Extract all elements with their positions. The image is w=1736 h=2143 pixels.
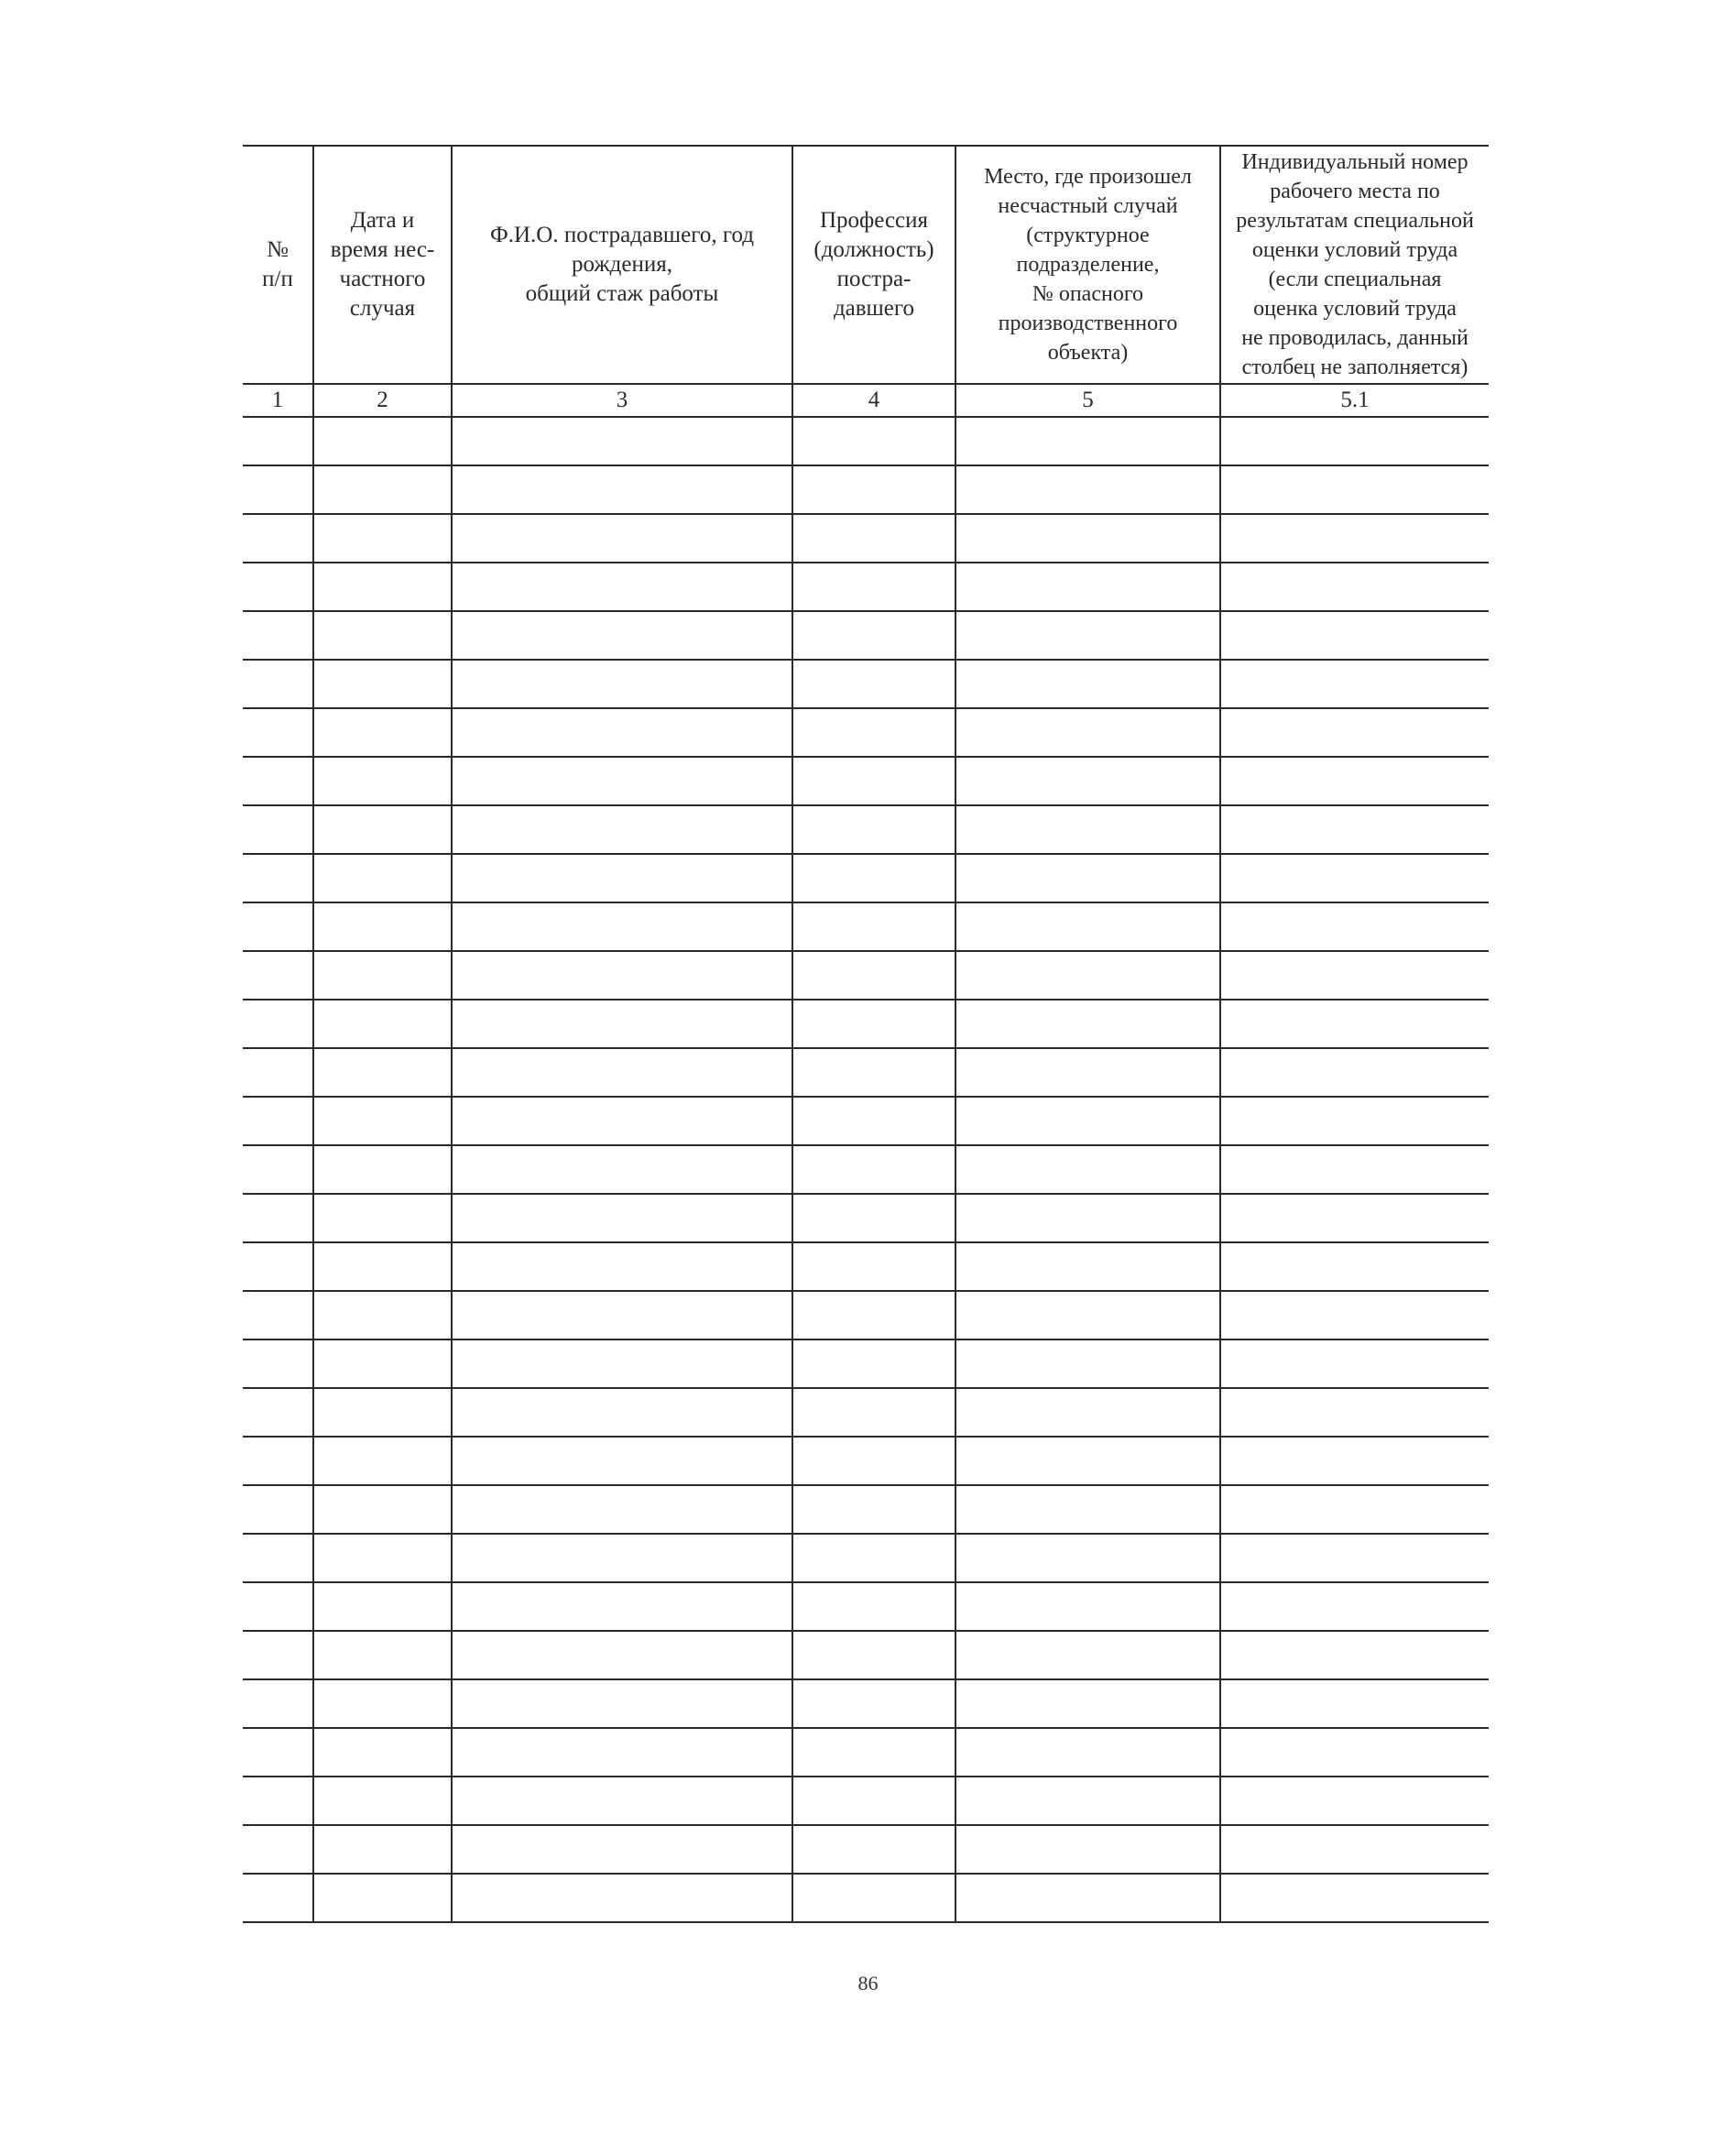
table-cell[interactable] <box>313 1388 452 1437</box>
table-cell[interactable] <box>792 1145 955 1194</box>
table-cell[interactable] <box>955 1291 1220 1339</box>
table-cell[interactable] <box>313 611 452 660</box>
table-cell[interactable] <box>313 1534 452 1582</box>
table-cell[interactable] <box>1220 465 1489 514</box>
table-cell[interactable] <box>452 708 792 757</box>
table-cell[interactable] <box>955 1097 1220 1145</box>
table-cell[interactable] <box>1220 563 1489 611</box>
table-cell[interactable] <box>1220 951 1489 1000</box>
table-cell[interactable] <box>955 1048 1220 1097</box>
header-cell-profession: Профессия (должность) постра- давшего <box>792 146 955 384</box>
table-cell[interactable] <box>452 1582 792 1631</box>
table-cell[interactable] <box>243 1777 313 1825</box>
table-cell[interactable] <box>792 465 955 514</box>
table-cell[interactable] <box>243 1194 313 1242</box>
table-cell[interactable] <box>313 1000 452 1048</box>
table-cell[interactable] <box>452 1048 792 1097</box>
column-number: 3 <box>452 384 792 417</box>
table-cell[interactable] <box>452 1242 792 1291</box>
table-cell[interactable] <box>1220 1582 1489 1631</box>
table-cell[interactable] <box>1220 1145 1489 1194</box>
table-cell[interactable] <box>792 1485 955 1534</box>
header-cell-date-time: Дата и время нес- частного случая <box>313 146 452 384</box>
column-number: 1 <box>243 384 313 417</box>
table-row <box>243 563 1489 611</box>
table-cell[interactable] <box>243 563 313 611</box>
table-cell[interactable] <box>313 1097 452 1145</box>
table-cell[interactable] <box>955 1679 1220 1728</box>
table-cell[interactable] <box>452 1097 792 1145</box>
table-cell[interactable] <box>955 1145 1220 1194</box>
table-cell[interactable] <box>792 951 955 1000</box>
header-cell-location: Место, где произошел несчастный случай (структурное подразделение, № опасного производственного объекта) <box>955 146 1220 384</box>
table-row <box>243 757 1489 805</box>
table-cell[interactable] <box>243 1679 313 1728</box>
table-cell[interactable] <box>1220 1339 1489 1388</box>
header-cell-number: № п/п <box>243 146 313 384</box>
table-cell[interactable] <box>243 805 313 854</box>
table-row <box>243 1679 1489 1728</box>
table-cell[interactable] <box>313 708 452 757</box>
table-cell[interactable] <box>452 1194 792 1242</box>
table-cell[interactable] <box>792 854 955 902</box>
accident-log-table <box>243 145 1489 1923</box>
table-row <box>243 660 1489 708</box>
table-cell[interactable] <box>792 1728 955 1777</box>
table-cell[interactable] <box>452 1485 792 1534</box>
table-cell[interactable] <box>313 1825 452 1874</box>
table-cell[interactable] <box>243 1388 313 1437</box>
column-number-row <box>243 384 1489 417</box>
table-row <box>243 1388 1489 1437</box>
table-cell[interactable] <box>955 1728 1220 1777</box>
table-cell[interactable] <box>452 1679 792 1728</box>
table-cell[interactable] <box>313 1048 452 1097</box>
table-cell[interactable] <box>452 1874 792 1922</box>
table-row <box>243 1825 1489 1874</box>
table-cell[interactable] <box>792 1000 955 1048</box>
table-cell[interactable] <box>452 1777 792 1825</box>
table-cell[interactable] <box>1220 514 1489 563</box>
table-cell[interactable] <box>243 1825 313 1874</box>
table-cell[interactable] <box>243 951 313 1000</box>
table-cell[interactable] <box>955 1388 1220 1437</box>
table-cell[interactable] <box>955 1582 1220 1631</box>
table-cell[interactable] <box>792 1631 955 1679</box>
table-row <box>243 1485 1489 1534</box>
table-cell[interactable] <box>452 902 792 951</box>
table-cell[interactable] <box>313 1339 452 1388</box>
table-cell[interactable] <box>1220 1874 1489 1922</box>
table-cell[interactable] <box>955 902 1220 951</box>
page-number: 86 <box>857 1972 879 1995</box>
table-cell[interactable] <box>313 1631 452 1679</box>
table-header-row <box>243 146 1489 384</box>
table-row <box>243 805 1489 854</box>
table-cell[interactable] <box>955 854 1220 902</box>
table-cell[interactable] <box>792 708 955 757</box>
table-cell[interactable] <box>313 902 452 951</box>
table-cell[interactable] <box>452 1145 792 1194</box>
table-cell[interactable] <box>452 1437 792 1485</box>
table-cell[interactable] <box>1220 1242 1489 1291</box>
table-cell[interactable] <box>1220 1437 1489 1485</box>
table-row <box>243 1097 1489 1145</box>
table-cell[interactable] <box>313 563 452 611</box>
table-cell[interactable] <box>313 1437 452 1485</box>
table-cell[interactable] <box>792 417 955 465</box>
table-cell[interactable] <box>243 514 313 563</box>
table-cell[interactable] <box>313 805 452 854</box>
table-cell[interactable] <box>452 1534 792 1582</box>
table-cell[interactable] <box>452 1825 792 1874</box>
table-cell[interactable] <box>243 1242 313 1291</box>
table-cell[interactable] <box>313 1291 452 1339</box>
table-cell[interactable] <box>955 417 1220 465</box>
table-cell[interactable] <box>243 1291 313 1339</box>
table-cell[interactable] <box>792 1291 955 1339</box>
table-cell[interactable] <box>1220 1825 1489 1874</box>
table-cell[interactable] <box>243 611 313 660</box>
table-row <box>243 854 1489 902</box>
table-cell[interactable] <box>313 660 452 708</box>
table-cell[interactable] <box>313 1582 452 1631</box>
table-cell[interactable] <box>955 1437 1220 1485</box>
table-cell[interactable] <box>452 514 792 563</box>
table-cell[interactable] <box>452 1631 792 1679</box>
table-row <box>243 1631 1489 1679</box>
table-cell[interactable] <box>792 1437 955 1485</box>
table-cell[interactable] <box>792 1194 955 1242</box>
table-cell[interactable] <box>955 1631 1220 1679</box>
table-cell[interactable] <box>1220 1777 1489 1825</box>
table-cell[interactable] <box>792 757 955 805</box>
table-cell[interactable] <box>955 1534 1220 1582</box>
table-cell[interactable] <box>313 854 452 902</box>
table-cell[interactable] <box>313 1145 452 1194</box>
table-cell[interactable] <box>243 854 313 902</box>
table-cell[interactable] <box>955 465 1220 514</box>
table-cell[interactable] <box>243 1097 313 1145</box>
table-row <box>243 1242 1489 1291</box>
table-cell[interactable] <box>955 1242 1220 1291</box>
table-cell[interactable] <box>313 1777 452 1825</box>
column-number: 5 <box>955 384 1220 417</box>
table-cell[interactable] <box>792 1388 955 1437</box>
table-cell[interactable] <box>243 417 313 465</box>
table-cell[interactable] <box>1220 805 1489 854</box>
table-row <box>243 1534 1489 1582</box>
table-cell[interactable] <box>792 1242 955 1291</box>
table-row <box>243 514 1489 563</box>
table-cell[interactable] <box>313 1194 452 1242</box>
table-cell[interactable] <box>243 757 313 805</box>
table-cell[interactable] <box>452 951 792 1000</box>
table-cell[interactable] <box>792 660 955 708</box>
table-cell[interactable] <box>792 514 955 563</box>
table-cell[interactable] <box>313 1728 452 1777</box>
table-row <box>243 611 1489 660</box>
table-cell[interactable] <box>243 1145 313 1194</box>
table-row <box>243 1000 1489 1048</box>
table-cell[interactable] <box>243 1582 313 1631</box>
table-cell[interactable] <box>955 708 1220 757</box>
table-cell[interactable] <box>1220 1631 1489 1679</box>
table-cell[interactable] <box>792 902 955 951</box>
table-row <box>243 1874 1489 1922</box>
table-cell[interactable] <box>1220 757 1489 805</box>
table-cell[interactable] <box>955 563 1220 611</box>
table-row <box>243 1291 1489 1339</box>
table-cell[interactable] <box>313 1874 452 1922</box>
table-cell[interactable] <box>243 1437 313 1485</box>
table-cell[interactable] <box>1220 1291 1489 1339</box>
table-cell[interactable] <box>955 1485 1220 1534</box>
table-row <box>243 1048 1489 1097</box>
table-cell[interactable] <box>1220 1679 1489 1728</box>
table-cell[interactable] <box>313 951 452 1000</box>
table-cell[interactable] <box>792 1777 955 1825</box>
column-number: 4 <box>792 384 955 417</box>
table-cell[interactable] <box>792 611 955 660</box>
table-cell[interactable] <box>452 757 792 805</box>
table-cell[interactable] <box>1220 1194 1489 1242</box>
table-cell[interactable] <box>243 902 313 951</box>
table-cell[interactable] <box>243 1048 313 1097</box>
table-cell[interactable] <box>1220 902 1489 951</box>
table-cell[interactable] <box>313 417 452 465</box>
table-cell[interactable] <box>243 1874 313 1922</box>
table-cell[interactable] <box>452 465 792 514</box>
table-row <box>243 902 1489 951</box>
table-cell[interactable] <box>313 465 452 514</box>
table-cell[interactable] <box>243 1728 313 1777</box>
table-cell[interactable] <box>1220 1048 1489 1097</box>
table-cell[interactable] <box>792 805 955 854</box>
header-cell-victim-name: Ф.И.О. пострадавшего, год рождения, общий стаж работы <box>452 146 792 384</box>
table-row <box>243 1437 1489 1485</box>
table-cell[interactable] <box>313 514 452 563</box>
table-cell[interactable] <box>452 660 792 708</box>
column-number: 5.1 <box>1220 384 1489 417</box>
table-cell[interactable] <box>1220 1097 1489 1145</box>
table-cell[interactable] <box>313 1485 452 1534</box>
table-row <box>243 1777 1489 1825</box>
table-cell[interactable] <box>452 1291 792 1339</box>
table-cell[interactable] <box>1220 1485 1489 1534</box>
table-row <box>243 417 1489 465</box>
table-cell[interactable] <box>243 1631 313 1679</box>
table-cell[interactable] <box>243 1339 313 1388</box>
table-cell[interactable] <box>313 1679 452 1728</box>
table-cell[interactable] <box>792 1339 955 1388</box>
table-cell[interactable] <box>792 1048 955 1097</box>
table-cell[interactable] <box>243 1000 313 1048</box>
table-cell[interactable] <box>1220 1000 1489 1048</box>
table-body <box>243 417 1489 1922</box>
table-cell[interactable] <box>1220 660 1489 708</box>
table-cell[interactable] <box>452 1728 792 1777</box>
table-row <box>243 1728 1489 1777</box>
table-cell[interactable] <box>1220 611 1489 660</box>
table-cell[interactable] <box>955 1339 1220 1388</box>
table-cell[interactable] <box>955 1194 1220 1242</box>
table-cell[interactable] <box>792 1582 955 1631</box>
table-cell[interactable] <box>955 757 1220 805</box>
table-row <box>243 1194 1489 1242</box>
table-cell[interactable] <box>1220 1388 1489 1437</box>
table-cell[interactable] <box>1220 1728 1489 1777</box>
table-row <box>243 1145 1489 1194</box>
table-cell[interactable] <box>955 1874 1220 1922</box>
table-cell[interactable] <box>955 951 1220 1000</box>
table-cell[interactable] <box>243 1485 313 1534</box>
table-cell[interactable] <box>452 1339 792 1388</box>
header-cell-workplace-number: Индивидуальный номер рабочего места по результатам специальной оценки условий труда (если специальная оценка условий труда не проводилась, данный столбец не заполняется) <box>1220 146 1489 384</box>
table-cell[interactable] <box>243 660 313 708</box>
table-cell[interactable] <box>955 611 1220 660</box>
table-cell[interactable] <box>452 563 792 611</box>
table-cell[interactable] <box>792 1825 955 1874</box>
table-cell[interactable] <box>792 1534 955 1582</box>
table-cell[interactable] <box>792 1097 955 1145</box>
table-cell[interactable] <box>792 563 955 611</box>
table-cell[interactable] <box>243 708 313 757</box>
table-cell[interactable] <box>452 611 792 660</box>
column-number: 2 <box>313 384 452 417</box>
table-cell[interactable] <box>313 757 452 805</box>
table-cell[interactable] <box>955 1825 1220 1874</box>
table-cell[interactable] <box>955 514 1220 563</box>
table-cell[interactable] <box>452 1388 792 1437</box>
table-row <box>243 708 1489 757</box>
table-cell[interactable] <box>243 465 313 514</box>
table-cell[interactable] <box>452 854 792 902</box>
table-cell[interactable] <box>243 1534 313 1582</box>
table-row <box>243 1582 1489 1631</box>
table-cell[interactable] <box>452 805 792 854</box>
table-cell[interactable] <box>955 1777 1220 1825</box>
table-row <box>243 1339 1489 1388</box>
table-cell[interactable] <box>792 1679 955 1728</box>
table-row <box>243 951 1489 1000</box>
table-cell[interactable] <box>955 660 1220 708</box>
table-cell[interactable] <box>955 805 1220 854</box>
table-row <box>243 465 1489 514</box>
table-cell[interactable] <box>1220 854 1489 902</box>
table-cell[interactable] <box>452 417 792 465</box>
table-cell[interactable] <box>1220 1534 1489 1582</box>
table-cell[interactable] <box>452 1000 792 1048</box>
table-cell[interactable] <box>1220 417 1489 465</box>
table-cell[interactable] <box>1220 708 1489 757</box>
table-cell[interactable] <box>313 1242 452 1291</box>
table-cell[interactable] <box>955 1000 1220 1048</box>
table-cell[interactable] <box>792 1874 955 1922</box>
